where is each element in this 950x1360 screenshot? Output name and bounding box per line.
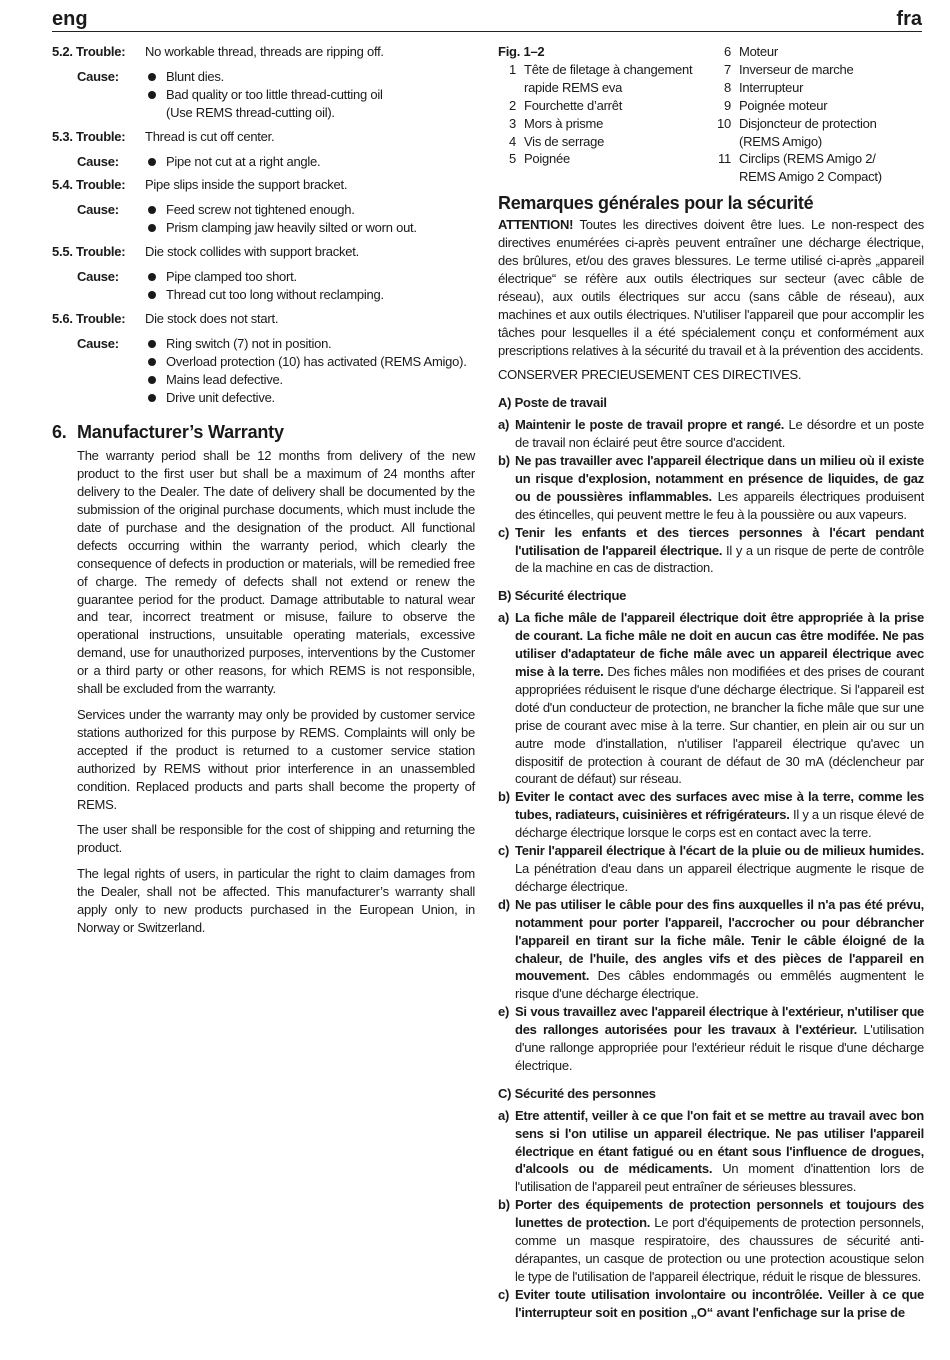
cause-item bbox=[145, 201, 475, 219]
legend-label: REMS Amigo 2 Compact) bbox=[739, 169, 882, 185]
figure-legend-item bbox=[498, 61, 703, 79]
figure-legend-item bbox=[703, 43, 924, 61]
safety-item bbox=[498, 1003, 924, 1075]
item-text: Il y a un risque élevé de décharge électrique lorsque le corps est en contact avec la terre. bbox=[515, 807, 925, 841]
legend-label: Interrupteur bbox=[739, 79, 804, 95]
item-body bbox=[515, 416, 924, 452]
cause-text: Blunt dies. bbox=[166, 68, 224, 84]
item-key: d) bbox=[498, 896, 510, 912]
item-text: L'utilisation d'une rallonge appropriée pour l'extérieur réduit le risque d'une décharge électrique. bbox=[515, 1022, 924, 1073]
cause-row bbox=[52, 153, 475, 171]
safety-item bbox=[498, 609, 924, 788]
cause-item bbox=[145, 389, 475, 407]
figure-legend-item bbox=[498, 150, 703, 168]
cause-item bbox=[145, 286, 475, 304]
warranty-number: 6. bbox=[52, 422, 67, 443]
trouble-number: 5.5. Trouble: bbox=[52, 244, 126, 260]
legend-number: 1 bbox=[509, 61, 516, 77]
legend-label: Vis de serrage bbox=[524, 133, 605, 149]
legend-number: 8 bbox=[724, 79, 731, 95]
legend-number: 9 bbox=[724, 97, 731, 113]
cause-list bbox=[145, 201, 475, 237]
cause-text: Ring switch (7) not in position. bbox=[166, 335, 332, 351]
safety-item bbox=[498, 1196, 924, 1286]
cause-row bbox=[52, 268, 475, 304]
item-body bbox=[515, 609, 924, 788]
cause-label: Cause: bbox=[77, 335, 119, 351]
safety-item bbox=[498, 1286, 924, 1322]
cause-item bbox=[145, 335, 475, 353]
item-key: c) bbox=[498, 843, 510, 859]
trouble-text: Thread is cut off center. bbox=[145, 128, 275, 144]
legend-number: 7 bbox=[724, 61, 731, 77]
item-bold-text: Tenir les enfants et des tierces personnes à l'écart pendant l'utilisation de l'appareil électrique. bbox=[515, 524, 924, 558]
item-bold-text: Ne pas travailler avec l'appareil électrique dans un milieu où il existe un risque d'explosion, notamment en présence de liquides, de gaz ou de poussières inflammables. bbox=[515, 453, 924, 504]
trouble-text: Die stock collides with support bracket. bbox=[145, 244, 359, 260]
safety-item bbox=[498, 1107, 924, 1197]
language-code-left: eng bbox=[52, 8, 88, 30]
legend-number bbox=[498, 79, 524, 97]
section-heading: A) Poste de travail bbox=[498, 395, 607, 411]
trouble-row bbox=[52, 176, 475, 194]
warranty-title: Manufacturer’s Warranty bbox=[77, 422, 284, 443]
legend-number: 2 bbox=[509, 97, 516, 113]
safety-item bbox=[498, 788, 924, 842]
cause-item bbox=[145, 371, 475, 389]
safety-sections bbox=[498, 394, 924, 1321]
item-key: a) bbox=[498, 610, 510, 626]
figure-legend-item bbox=[498, 97, 703, 115]
section-heading: C) Sécurité des personnes bbox=[498, 1085, 656, 1101]
item-bold-text: La fiche mâle de l'appareil électrique doit être appropriée à la prise de courant. La fiche mâle ne doit en aucun cas être modifée. Ne pas utiliser d'adaptateur de fiche mâle avec un appareil électrique avec mise à la terre. bbox=[515, 610, 924, 679]
trouble-text: Pipe slips inside the support bracket. bbox=[145, 177, 348, 193]
spacer bbox=[52, 61, 475, 68]
legend-number: 11 bbox=[718, 151, 731, 167]
legend-number: 5 bbox=[509, 151, 516, 167]
item-body bbox=[515, 788, 924, 842]
section-heading: B) Sécurité électrique bbox=[498, 588, 627, 604]
legend-label: Disjoncteur de protection bbox=[739, 115, 877, 131]
item-bold-text: Si vous travaillez avec l'appareil électrique à l'extérieur, n'utiliser que des rallonges autorisées pour les travaux à l'extérieur. bbox=[515, 1004, 924, 1038]
figure-legend-item bbox=[703, 150, 924, 168]
item-bold-text: Etre attentif, veiller à ce que l'on fait et se mettre au travail avec bon sens si l'on utilise un appareil électrique. Ne pas utiliser l'appareil électrique en étant fatigué ou en étant sous l'influence de drogues, d'alcools ou de médicaments. bbox=[515, 1107, 924, 1177]
safety-item bbox=[498, 896, 924, 1003]
spacer bbox=[52, 194, 475, 201]
cause-row bbox=[52, 201, 475, 237]
item-body bbox=[515, 452, 924, 524]
warranty-section bbox=[52, 424, 475, 936]
item-key: b) bbox=[498, 453, 510, 469]
item-bold-text: Eviter toute utilisation involontaire ou incontrôlée. Veiller à ce que l'interrupteur soit en position „O“ avant l'enfichage sur la prise de bbox=[515, 1286, 924, 1320]
item-key: e) bbox=[498, 1004, 510, 1020]
cause-item bbox=[145, 268, 475, 286]
item-key: c) bbox=[498, 524, 510, 540]
trouble-text: No workable thread, threads are ripping off. bbox=[145, 44, 384, 59]
cause-list bbox=[145, 335, 475, 407]
item-body bbox=[515, 1196, 924, 1286]
cause-text: Bad quality or too little thread-cutting oil bbox=[166, 86, 383, 102]
item-key: a) bbox=[498, 417, 510, 433]
item-body bbox=[515, 896, 924, 1003]
figure-legend-item bbox=[703, 61, 924, 79]
legend-label: (REMS Amigo) bbox=[739, 133, 822, 149]
cause-list bbox=[145, 153, 475, 171]
warranty-paragraph: The warranty period shall be 12 months from delivery of the new product to the first user but shall be a maximum of 24 months after delivery to the Dealer. The date of delivery shall be documented by the submission of the original purchase documents, which must include the date of purchase and the designation of the product. All functional defects occurring within the warranty period, which clearly the consequence of defects in production or materials, will be remedied free of charge. The remedy of defects shall not extend or renew the guarantee period for the product. Damage attributable to natural wear and tear, incorrect treatment or misuse, failure to observe the operational instructions, unsuitable operating materials, excessive demand, use for unauthorized purposes, interventions by the Customer or a third party or other reasons, for which REMS is not responsible, shall be excluded from the warranty. bbox=[77, 448, 475, 697]
cause-item bbox=[145, 153, 475, 171]
cause-text: Thread cut too long without reclamping. bbox=[166, 286, 384, 302]
item-text: Des câbles endommagés ou emmêlés augmentent le risque d'une décharge électrique. bbox=[515, 968, 924, 1002]
figure-legend-item bbox=[703, 79, 924, 97]
spacer bbox=[52, 261, 475, 268]
attention-paragraph bbox=[498, 216, 924, 359]
item-key: b) bbox=[498, 789, 510, 805]
item-bold-text: Maintenir le poste de travail propre et rangé. bbox=[515, 417, 785, 433]
left-column bbox=[52, 43, 475, 945]
legend-number bbox=[703, 133, 739, 151]
warranty-paragraph: The legal rights of users, in particular the right to claim damages from the Dealer, shall not be affected. This manufacturer’s warranty shall apply only to new products purchased in the European Union, in Norway or Switzerland. bbox=[77, 866, 475, 935]
cause-item bbox=[145, 86, 475, 122]
item-bold-text: Tenir l'appareil électrique à l'écart de la pluie ou de milieux humides. bbox=[515, 843, 924, 859]
cause-text: Pipe not cut at a right angle. bbox=[166, 153, 321, 169]
item-text: Des fiches mâles non modifiées et des prises de courant appropriées réduisent le risque d'une décharge électrique. Si l'appareil est doté d'un conducteur de protection, ne brancher la fiche mâle que sur une prise de courant avec mise à la terre. Sur chantier, en plein air ou sur un autre mode d'installation, n'utiliser l'appareil électrique qu'avec un dispositif de protection à courant de défaut de 30 mA (déclencheur par courant de défaut) sur réseau. bbox=[515, 664, 924, 787]
cause-row bbox=[52, 335, 475, 407]
warranty-paragraph: Services under the warranty may only be provided by customer service stations authorized for this purpose by REMS. Complaints will only be accepted if the product is returned to a customer service station authorized by REMS without prior interference in an unassembled condition. Replaced products and parts shall become the property of REMS. bbox=[77, 707, 475, 812]
legend-number: 3 bbox=[509, 115, 516, 131]
cause-list bbox=[145, 68, 475, 122]
cause-label: Cause: bbox=[77, 269, 119, 285]
warranty-paragraph: The user shall be responsible for the cost of shipping and returning the product. bbox=[77, 822, 475, 856]
trouble-number: 5.3. Trouble: bbox=[52, 128, 126, 144]
item-key: a) bbox=[498, 1107, 510, 1123]
item-key: b) bbox=[498, 1197, 510, 1213]
legend-number: 4 bbox=[509, 133, 516, 149]
item-text: Le désordre et un poste de travail non éclairé peut être source d'accident. bbox=[515, 417, 925, 451]
cause-item bbox=[145, 68, 475, 86]
legend-number bbox=[703, 168, 739, 186]
item-body bbox=[515, 1107, 924, 1197]
item-text: La pénétration d'eau dans un appareil électrique augmente le risque de décharge électrique. bbox=[515, 860, 924, 894]
trouble-row bbox=[52, 243, 475, 261]
cause-label: Cause: bbox=[77, 153, 119, 169]
legend-label: Circlips (REMS Amigo 2/ bbox=[739, 151, 876, 167]
cause-label: Cause: bbox=[77, 202, 119, 218]
item-body bbox=[515, 1286, 924, 1322]
cause-label: Cause: bbox=[77, 68, 119, 84]
safety-item bbox=[498, 842, 924, 896]
cause-text: Drive unit defective. bbox=[166, 389, 275, 405]
legend-label: Poignée bbox=[524, 151, 570, 167]
header-rule bbox=[52, 31, 922, 32]
trouble-row bbox=[52, 43, 475, 61]
attention-label: ATTENTION! bbox=[498, 217, 574, 233]
language-code-right: fra bbox=[896, 8, 922, 30]
cause-continuation: (Use REMS thread-cutting oil). bbox=[166, 104, 335, 120]
legend-label: Inverseur de marche bbox=[739, 61, 854, 77]
trouble-number: 5.4. Trouble: bbox=[52, 177, 126, 193]
keep-instructions: CONSERVER PRECIEUSEMENT CES DIRECTIVES. bbox=[498, 367, 802, 383]
troubleshooting-list bbox=[52, 43, 475, 406]
item-text: Un moment d'inattention lors de l'utilisation de l'appareil peut entraîner de sérieuses blessures. bbox=[515, 1161, 924, 1195]
legend-label: Poignée moteur bbox=[739, 97, 828, 113]
figure-title: Fig. 1–2 bbox=[498, 44, 545, 59]
figure-legend-item bbox=[703, 133, 924, 151]
cause-list bbox=[145, 268, 475, 304]
item-body bbox=[515, 1003, 924, 1075]
legend-number: 6 bbox=[724, 44, 731, 59]
safety-item bbox=[498, 416, 924, 452]
item-text: Il y a un risque de perte de contrôle de la machine en cas de distraction. bbox=[515, 542, 925, 576]
figure-legend bbox=[498, 43, 924, 186]
figure-legend-item bbox=[498, 115, 703, 133]
attention-text: Toutes les directives doivent être lues. Le non-respect des directives enumérées ci-après peuvent entraîner une décharge électrique, des brûlures, et/ou des graves blessures. Le terme utilisé ci-après „appareil électrique“ se réfère aux outils électriques sur secteur (avec câble de réseau), aux outils électriques sur accu (sans câble de réseau), aux machines et aux outils électriques. N'utiliser l'appareil que pour accomplir les tâches pour lesquelles il a été spécialement conçu et conformément aux prescriptions relatives à la sécurité du travail et à la prévention des accidents. bbox=[498, 217, 924, 358]
trouble-row bbox=[52, 310, 475, 328]
legend-label: Fourchette d’arrêt bbox=[524, 97, 623, 113]
cause-item bbox=[145, 219, 475, 237]
item-text: Les appareils électriques produisent des étincelles, qui peuvent mettre le feu à la poussière ou aux vapeurs. bbox=[515, 488, 924, 522]
safety-item bbox=[498, 524, 924, 578]
safety-item bbox=[498, 452, 924, 524]
item-body bbox=[515, 842, 924, 896]
trouble-text: Die stock does not start. bbox=[145, 310, 279, 326]
figure-legend-right bbox=[703, 43, 924, 186]
cause-text: Mains lead defective. bbox=[166, 371, 283, 387]
warranty-heading bbox=[52, 424, 475, 442]
legend-label: rapide REMS eva bbox=[524, 79, 623, 95]
safety-heading: Remarques générales pour la sécurité bbox=[498, 193, 814, 214]
item-bold-text: Eviter le contact avec des surfaces avec mise à la terre, comme les tubes, radiateurs, cuisinières et réfrigérateurs. bbox=[515, 789, 924, 823]
figure-legend-item bbox=[498, 79, 703, 97]
figure-legend-item bbox=[703, 115, 924, 133]
figure-legend-item bbox=[703, 168, 924, 186]
trouble-row bbox=[52, 128, 475, 146]
cause-row bbox=[52, 68, 475, 122]
item-key: c) bbox=[498, 1286, 510, 1302]
trouble-number: 5.6. Trouble: bbox=[52, 310, 126, 326]
cause-text: Pipe clamped too short. bbox=[166, 269, 297, 285]
figure-legend-item bbox=[703, 97, 924, 115]
cause-text: Feed screw not tightened enough. bbox=[166, 202, 355, 218]
legend-label: Moteur bbox=[739, 44, 778, 59]
spacer bbox=[52, 146, 475, 153]
trouble-number: 5.2. Trouble: bbox=[52, 44, 126, 59]
cause-text: Prism clamping jaw heavily silted or worn out. bbox=[166, 220, 417, 236]
item-text: Le port d'équipements de protection personnels, comme un masque respiratoire, des chaussures de sécurité anti-dérapantes, un casque de protection ou une protection acoustique selon le type de l'utilisation de l'appareil électrique, réduit le risque de blessures. bbox=[515, 1215, 924, 1284]
figure-legend-left bbox=[498, 43, 703, 186]
legend-label: Tête de filetage à changement bbox=[524, 61, 693, 77]
spacer bbox=[52, 328, 475, 335]
cause-text: Overload protection (10) has activated (REMS Amigo). bbox=[166, 353, 467, 369]
item-bold-text: Porter des équipements de protection personnels et toujours des lunettes de protection. bbox=[515, 1197, 924, 1231]
legend-number: 10 bbox=[717, 115, 731, 131]
item-body bbox=[515, 524, 924, 578]
right-column bbox=[498, 43, 924, 1322]
figure-legend-item bbox=[498, 133, 703, 151]
legend-label: Mors à prisme bbox=[524, 115, 604, 131]
cause-item bbox=[145, 353, 475, 371]
item-bold-text: Ne pas utiliser le câble pour des fins auxquelles il n'a pas été prévu, notamment pour porter l'appareil, l'accrocher ou pour débrancher l'appareil en tirant sur la fiche mâle. Tenir le câble éloigné de la chaleur, de l'huile, des angles vifs et des pièces de l'appareil en mouvement. bbox=[515, 896, 924, 984]
